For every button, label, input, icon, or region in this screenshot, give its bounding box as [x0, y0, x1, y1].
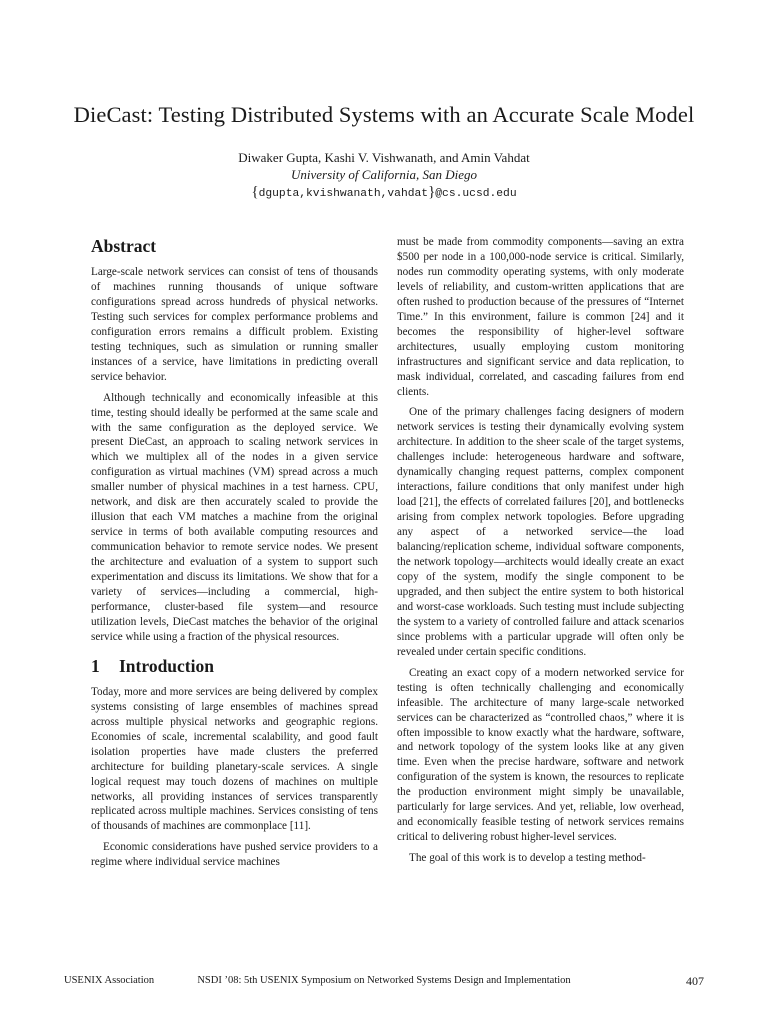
- page-number: 407: [686, 974, 704, 988]
- email-open-brace: {: [251, 184, 259, 200]
- right-paragraph-1: must be made from commodity components—saving an extra $500 per node in a 100,000-node service is critical. Similarly, nodes run commodity operating systems, with only moderate levels of reliability, and custom-written applications that are often rushed to production because of the pressures of “Internet Time.” In this environment, failure is common [24] and it becomes the responsibility of higher-level software architectures, usually employing custom monitoring infrastructures and significant service and data replication, to mask individual, correlated, and cascading failures from end clients.: [397, 236, 684, 398]
- author-list: Diwaker Gupta, Kashi V. Vishwanath, and Amin Vahdat: [238, 150, 530, 165]
- abstract-paragraph-1: Large-scale network services can consist of tens of thousands of machines running thousands of unique software configurations spread across hundreds of physical networks. Testing such services for complex performance problems and configuration errors remains a difficult problem. Existing testing techniques, such as simulation or running smaller instances of a service, have limitations in predicting overall service behavior.: [91, 266, 378, 383]
- email-names: dgupta,kvishwanath,vahdat: [258, 188, 429, 200]
- right-paragraph-4: The goal of this work is to develop a testing method-: [409, 852, 646, 865]
- footer-association: USENIX Association: [64, 975, 155, 986]
- right-paragraph-2: One of the primary challenges facing designers of modern network services is testing their dynamically evolving system architecture. In addition to the sheer scale of the target systems, challenges include: heterogeneous hardware and software, dynamically changing request patterns, complex component interactions, failure conditions that only manifest under high load [21], the effects of correlated failures [20], and bottlenecks arising from complex network topologies. Before upgrading any aspect of a networked service—the load balancing/replication scheme, individual software components, the network topology—architects would ideally create an exact copy of the system, modify the single component to be upgraded, and then subject the entire system to both historical and worst-case workloads. Such testing must include subjecting the system to a variety of controlled failure and attack scenarios since problems with a particular upgrade will often only be revealed under certain specific conditions.: [397, 406, 684, 658]
- intro-heading-text: Introduction: [119, 655, 214, 676]
- affiliation: University of California, San Diego: [291, 167, 477, 182]
- page-footer: [64, 974, 704, 990]
- author-emails: [0, 183, 768, 203]
- paper-title: DieCast: Testing Distributed Systems with an Accurate Scale Model: [73, 102, 695, 127]
- left-column: [91, 235, 378, 876]
- email-domain: @cs.ucsd.edu: [435, 188, 517, 200]
- footer-venue: NSDI ’08: 5th USENIX Symposium on Networked Systems Design and Implementation: [197, 975, 571, 986]
- email-close-brace: }: [428, 184, 436, 200]
- abstract-heading: Abstract: [91, 236, 157, 256]
- right-paragraph-3: Creating an exact copy of a modern networked service for testing is often technically challenging and economically infeasible. The architecture of many large-scale networked services can be characterized as “controlled chaos,” where it is often impossible to know exactly what the hardware, software, and network topology of the system looks like at any given time. Even when the precise hardware, software and network configuration of the system is known, the resources to replicate the production environment might simply be unavailable, particularly for large services. And yet, reliable, low overhead, and economically feasible testing of network services remains critical to delivering robust higher-level services.: [397, 666, 684, 844]
- intro-paragraph-2: Economic considerations have pushed service providers to a regime where individual service machines: [91, 841, 378, 869]
- abstract-paragraph-2: Although technically and economically infeasible at this time, testing should ideally be performed at the same scale and with the same configuration as the deployed service. We present DieCast, an approach to scaling network services in which we multiplex all of the nodes in a given service configuration as virtual machines (VM) spread across a much smaller number of physical machines in a test harness. CPU, network, and disk are then accurately scaled to provide the illusion that each VM matches a machine from the original service in terms of both available computing resources and communication behavior to remote service nodes. We present the architecture and evaluation of a system to support such experimentation and discuss its limitations. We show that for a variety of services—including a commercial, high-performance, cluster-based file system—and resource utilization levels, DieCast matches the behavior of the original service while using a fraction of the physical resources.: [91, 391, 378, 643]
- intro-section-number: 1: [91, 655, 100, 676]
- intro-paragraph-1: Today, more and more services are being delivered by complex systems consisting of large ensembles of machines spread across multiple physical networks and geographic regions. Economies of scale, incremental scalability, and good fault isolation properties have made clusters the preferred architecture for building planetary-scale services. A single logical request may touch dozens of machines on multiple networks, all providing instances of services transparently replicated across multiple machines. Services consisting of tens of thousands of machines are commonplace [11].: [91, 685, 378, 833]
- intro-heading: [91, 655, 378, 677]
- right-column: [397, 235, 684, 872]
